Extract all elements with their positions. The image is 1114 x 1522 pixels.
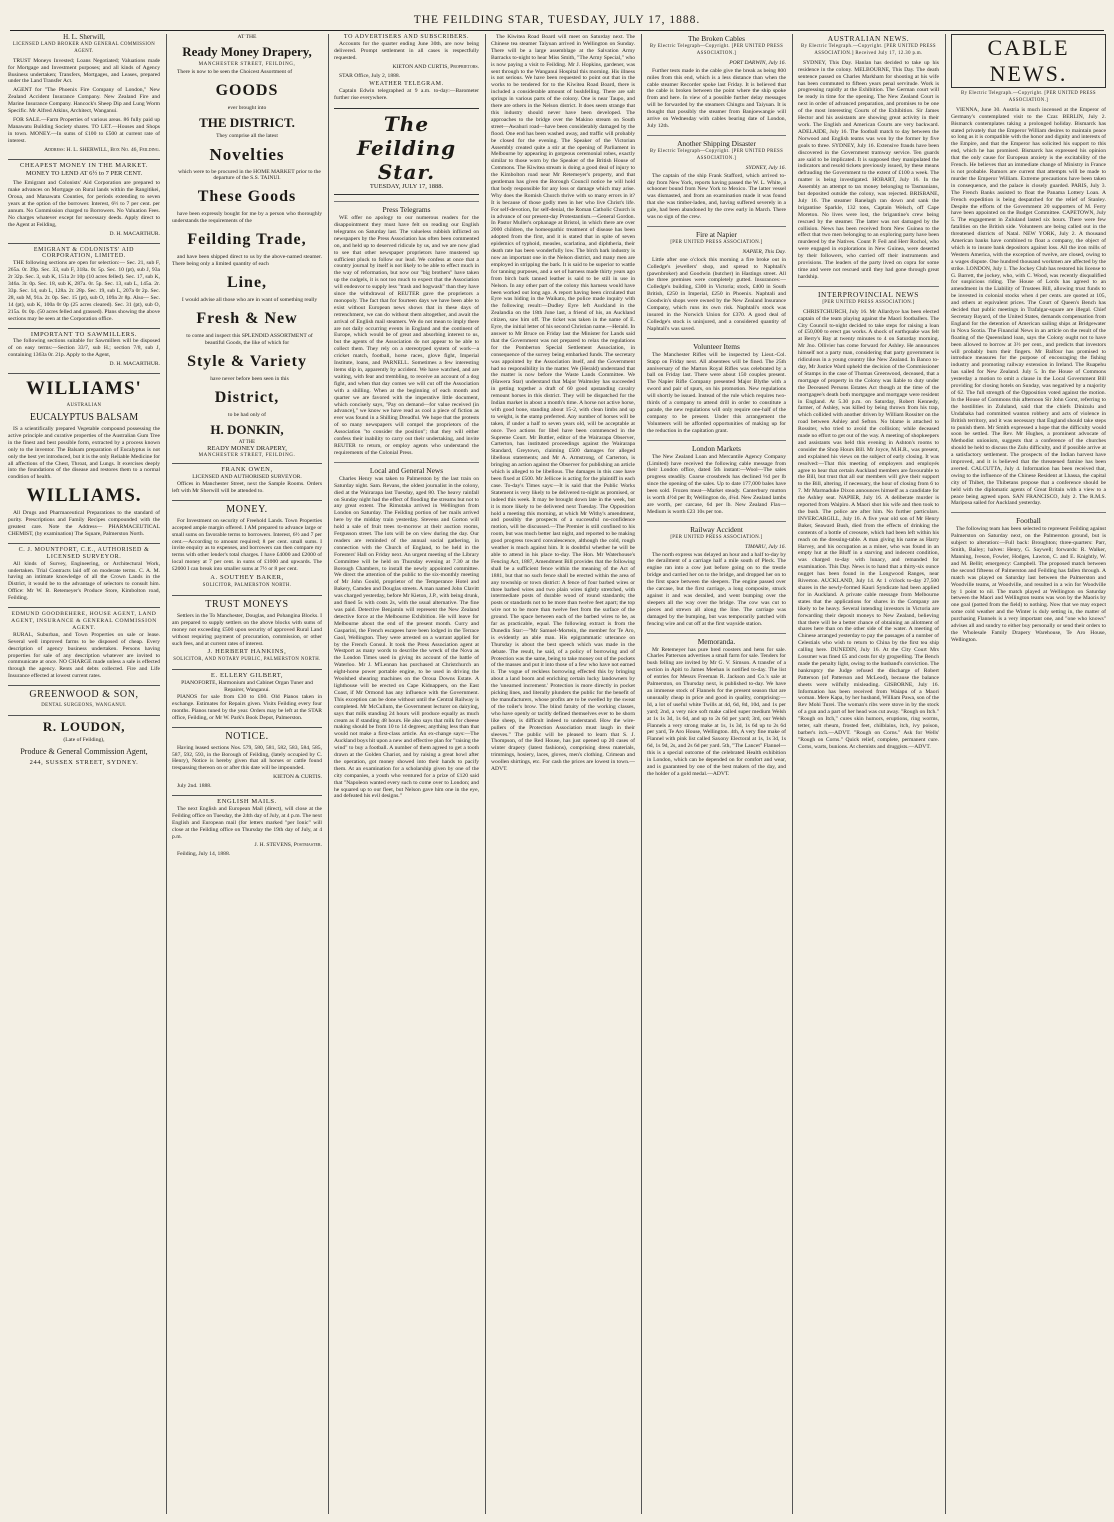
emigrant-sig: D. H. MACARTHUR. bbox=[109, 230, 160, 237]
drapery-title: Ready Money Drapery, bbox=[182, 43, 312, 59]
column-rule bbox=[485, 34, 486, 1514]
procured: which were to be procured in the HOME MARKET prior to the departure of the S.S. TAINUI. bbox=[178, 168, 321, 182]
sawmillers-body: The following sections suitable for Sawmillers will be disposed of on easy terms:—Section 33/7, sub H.; section 7/8, sub J, containing 1363a 0r. 21p. Apply to the Agent, bbox=[8, 338, 160, 359]
corporation-sections-ad bbox=[8, 247, 160, 329]
aus-sub: By Electric Telegraph.—Copyright. [PER UNITED PRESS ASSOCIATION.] Received July 17, 12.30 p.m. bbox=[801, 44, 936, 56]
sherwill-agent: AGENT for "The Phoenix Fire Company of London," New Zealand Accident Insurance Company. New Zealand Fire and Marine Insurance Company. Hancock's Sheep Dip and Lung Worm Specific. Mr Alfred Atkins, Architect, Wanganui. bbox=[8, 87, 160, 115]
greenwood-sub: DENTAL SURGEONS, WANGANUI. bbox=[41, 703, 127, 709]
cheapest-money-ad bbox=[8, 163, 160, 244]
london-head: London Markets bbox=[647, 440, 786, 453]
fire-body: Little after one o'clock this morning a fire broke out in Colledge's jewellers' shop, and spread to Naphtali's (pawnbroker) and Goodwin (butcher) in Hastings street. All the three premises were completely gutted. Insurances:—Colledge's building, £300 in Victoria; stock, £400 in South British, £250 in Imperial, £250 in Phoenix. Naphtali and Goodwin's shops were owned by the New Zealand Insurance Company, which runs its own risk. Naphtali's stock was insured in the Norwich Union for £370. A good deal of Colledge's stock is uninjured, and a considered quantity of Naphtali's was saved. bbox=[647, 256, 786, 332]
weather-head: WEATHER TELEGRAM. bbox=[369, 81, 444, 88]
the-district: THE DISTRICT. bbox=[199, 114, 295, 130]
mails-sig: J. H. STEVENS, Postmaster. bbox=[254, 842, 322, 849]
emigrant-body: The Emigrant and Colonists' Aid Corporation are prepared to make advances on Mortgage on Rural lands within the Rangitikei, Oroua, and Manawatu Counties, for periods extending to seven years at the option of the borrower. Interest, 6½ to 7 per cent. per annum. No Commission charged to Borrowers. No Valuation Fees. No charges whatever except for necessary deeds. Apply direct to the Agent at Feilding, bbox=[8, 180, 160, 228]
masthead: THE FEILDING STAR, TUESDAY, JULY 17, 1888. bbox=[10, 14, 1104, 31]
these-goods: These Goods bbox=[197, 188, 297, 206]
inter-sub: [PER UNITED PRESS ASSOCIATION.] bbox=[822, 299, 915, 305]
williams-body2: All Drugs and Pharmaceutical Preparations to the standard of purity. Prescriptions and Family Recipes compounded with the greatest care. Note the Address— PHARMACEUTICAL CHEMIST, (by examination) The Square, Palmerston North. bbox=[8, 510, 160, 537]
paper-title: The Feilding Star. bbox=[356, 112, 457, 185]
mountfort-body: All kinds of Survey, Engineering, or Architectural Work, undertaken. Trial Contracts laid off on moderate terms. C. A. M. having an intimate knowledge of all the Crown Lands in the District, it would be to the advantage of selectors to consult him. Office: Mr W. B. Retemeyer's Produce Store, Kimbolton road, Feilding. bbox=[8, 560, 160, 602]
cable-head: CABLE NEWS. bbox=[951, 34, 1106, 88]
donkin-ad bbox=[172, 34, 322, 464]
football-head: Football bbox=[951, 512, 1106, 525]
notice-head: NOTICE. bbox=[225, 730, 269, 742]
street-2: MANCHESTER STREET, FEILDING. bbox=[198, 453, 296, 459]
column-4 bbox=[491, 34, 635, 1514]
sherwill-body: TRUST Moneys Invested; Loans Negotiated; Valuations made for Mortgage and Investment purposes; and all kinds of Agency Business undertaken; Transfers, Mortgages, and Leases, prepared under the Land Transfer Act. bbox=[8, 57, 160, 85]
never: have never before been seen in this bbox=[210, 375, 289, 382]
sawmillers-head: IMPORTANT TO SAWMILLERS. bbox=[30, 330, 138, 338]
owen-body: LICENSED AND AUTHORISED SURVEYOR. bbox=[192, 474, 302, 481]
notice-sig: KIETON & CURTIS. bbox=[273, 774, 322, 781]
cables-date: PORT DARWIN, July 16. bbox=[729, 59, 786, 66]
cheapest-head: CHEAPEST MONEY IN THE MARKET. bbox=[19, 161, 149, 169]
style-variety: Style & Variety bbox=[187, 352, 307, 370]
notice-date: July 2nd. 1888. bbox=[177, 783, 212, 790]
rail-body: The north express was delayed an hour and a half to-day by the derailment of a carriage half a mile south of Pleck. The engine ran into a cow just before going on to the trestle bridge and carried her on to the bridge, and dropped her on to the first space between the sleepers. The engine passed over the carcase, but the first carriage, a long composite, struck against it and was derailed, and went bumping over the sleepers all the way over the bridge. The cow was cut to pieces and strewn all along the line. The carriage was damaged by the bumping, but was temporarily patched with fencing wire and cut off at the first wayside station. bbox=[647, 551, 786, 627]
loudon-sub: (Late of Feilding), bbox=[63, 737, 105, 744]
column-6 bbox=[798, 34, 939, 1514]
cheapest-body: MONEY TO LEND AT 6½ to 7 PER CENT. bbox=[25, 170, 143, 178]
sherwill-title: LICENSED LAND BROKER AND GENERAL COMMISSION AGENT. bbox=[12, 41, 156, 54]
drapery-street: MANCHESTER STREET, FEILDING, bbox=[198, 61, 296, 67]
column-7 bbox=[951, 34, 1106, 1514]
inspect: to come and inspect this SPLENDID ASSORTMENT of beautiful Goods, the like of which for bbox=[186, 332, 313, 346]
goods-word: GOODS bbox=[215, 81, 279, 99]
paper-title-block bbox=[334, 108, 479, 195]
hankins-sub: SOLICITOR, AND NOTARY PUBLIC, PALMERSTON NORTH. bbox=[173, 657, 321, 663]
fire-date: NAPIER, This Day. bbox=[742, 248, 786, 255]
baker-head: A. SOUTHEY BAKER, bbox=[210, 574, 284, 582]
sherwill-name: H. L. Sherwill, bbox=[63, 34, 105, 41]
notice-ad bbox=[172, 731, 322, 796]
at-the: AT THE bbox=[237, 34, 257, 40]
adv-date: STAR Office, July 2, 1888. bbox=[339, 72, 401, 79]
owen-office: Offices in Manchester Street, next the Sample Rooms. Orders left with Mr Sherwill will be attended to. bbox=[172, 481, 322, 494]
col4-body: The Kiwitea Road Board will meet on Saturday next. The Chinese tea steamer Taiyuan arrived in Wellington on Sunday. There will be a large assemblage at the Salvation Army Barracks to-night to hear Miss Smith, "The Army Special," who is now paying a visit to Feilding. Mr J. Hopkins, gardener, was sent through to the Wanganui Hospital this morning. His illness is not serious. We have been requested to point out that in the works to be tendered for to the Kiwitea Road Board, there is included a considerable amount of bushfelling. There are salt springs in various parts of the colony. One is near Taupo, and there are others in the Nelson district. It does seem strange that this industry should never have been developed. The approaches to the bridge over the Makino stream on South street—Awahuri road—have been considerably damaged by the flood. One end has been washed away, and traffic will probably be closed for the evening. The Speaker of the Victorian Assembly created quite a stir at the opening of Parliament in Melbourne by appearing in gorgeous ceremonial robes, exactly similar to those worn by the Speaker of the British House of Commons. The Kiwitea stream is doing a good deal of injury to the Kimbolton road near Mr Retemeyer's property, and that gentleman has given the Borough Council notice he will hold that body responsible for any loss or damage which may arise. Why does the Romish Church thrive with so many errors in it? It is because of those godly men in her who live Christ's life. For self-devotion, for self-denial, the Roman Catholic Church is in advance of our present-day Protestantism.—General Gordon. In Pastor Muller's orphanage at Bristol, in which there are over 2000 children, the homeopathic treatment of disease has been adopted from the first, and it is stated that in spite of seven epidemics of typhoid, measles, scarlatina, and diphtheria, their death rate has been wonderfully low. The birch bark industry is now an important one in the Nelson district, and many men are employed in stripping the bark. It is said to be superior to wattle for tanning purposes, and a set of harness made thirty years ago from birch bark tanned leather is said to be still in use in Nelson. In any other part of the colony this harness would have been worked out long ago. A report having been circulated that Eyre was hiding in the Waikato, the police made inquiry with the following result:—Dudley Eyre left Auckland in the Zealandia on the 18th June last, a friend of his, an Auckland citizen, saw him off. The ticket was taken in the name of E. Eyre, the initial letter of his second Christian name.—Herald. In answer to Mr Bruce on Friday last the Minister for Lands said that the Government was not prepared to relax the regulations for the Pomberton Special Settlement Association, in consequence of the survey being embarked funds. The secretary was appointed by the Association itself, and the Government had no responsibility in the matter. We (Herald) understand that the matter is now before the Waste Lands Committee. We (Hawera Star) understand that Major Walmsley has succeeded in getting together a draft of 60 good upstanding cavalry remount horses in this district. They will be dispatched for the Indian market in about a month's time. A horse not active horse, with good bone, standing about 15-2, with clean limbs and up to weight, is the stamp preferred. Any number of horses will be taken, if under a half to seven years old, will be acceptable at once. Two actions for libel have been commenced in the Supreme Court. Mr Buttler, editor of the Wairarapa Observer, Carterton, has instituted proceedings against the Wairarapa Standard, Greytown, claiming £500 damages for alleged libellous statements; and Mr A. Armstrong, of Carterton, is bringing an action against the Observer for publishing an article which is alleged to be libellous. The damages in this case have been fixed at £500. Mr Jellicoe is acting for the plaintiff in each case. To-day's Times says:—It is said that the Public Works Statement is very likely to be delivered to-night as promised, or indeed this week. It may be brought down late in the week, but it is more likely to be delivered next Tuesday. The Opposition hold a meeting this morning, at which Mr Withy's amendment, and possibly the prospects of a successful no-confidence motion, will be discussed.—The Premier is still confined to his room, but was much better last night, and reported to be making good progress toward convalescence, although the cold, rough weather is much against him. It is doubtful whether he will be able to attend in his place to-day. The Hon. Mr Waterhouse's Fencing Act, 1887, Amendment Bill provides that the following shall be a sufficient fence within the meaning of the Act of 1881, but that no such fence shall be erected within the area of any township or town district: A fence of four barbed wires or three barbed wires and two plain wires tightly stretched, with intermediate posts of durable wood of round standards; the posts or standards not to be more than twelve feet apart; the top wire not to be more than twelve feet from the surface of the ground. The space between each of the barbed wires to be, as far as practicable, equal. The following extract is from the Dunedin Star:—"Mr Samuel-Mortein, the member for Te Aro, is evidently an able man. His epigrammatic utterance on Thursday is about the best speech which was made in the debate. The result, he said, of a policy of borrowing and of Protection was the same, being to take money out of the pockets of the masses and put it into those of a few who have not earned it. The vogue of reckless borrowing effected this by bringing about a land boom and enriching certain lucky landowners by the 'unearned increment.' Protection is more directly in pocket picking lines, and literally plunders the public for the benefit of the manufacturers, whose profits are to be swelled by the sweat of the toiler's brow. The blind fatuity of the working classes, who have openly or tacitly defined themselves ever to be shorn like sheep, is difficult indeed to understand. How the wire-pullers of the Protection Association must laugh in their sleeves." The public will be pleased to learn that S. J. Thompson, of the Red House, has just opened up 20 cases of winter drapery (latest fashions), comprising dress materials, trimmings, hosiery, laces, gloves, men's clothing. Crimean and woollen shirtings, etc. For cash the prices are lowest in town.—ADVT. bbox=[491, 34, 635, 773]
mountfort-ad bbox=[8, 547, 160, 608]
aus-head: AUSTRALIAN NEWS. bbox=[827, 34, 910, 43]
sherwill-sale: FOR SALE.—Farm Properties of various areas. 86 fully paid up Manawatu Building Society shares. TO LET.—Houses and Shops in town. MONEY.—In sums of £100 to £500 at current rate of interest. bbox=[8, 116, 160, 144]
rail-date: TIMARU, July 16. bbox=[744, 543, 786, 550]
column-rule bbox=[328, 34, 329, 1514]
greenwood-head: GREENWOOD & SON, bbox=[29, 689, 139, 701]
notice-body: Having leased sections Nos. 579, 580, 581, 582, 583, 584, 585, 587, 592, 593, in the Borough of Feilding, (lately occupied by C. Henry), Notice is hereby given that all horses or cattle found trespassing thereon on or after this date will be impounded. bbox=[172, 744, 322, 772]
column-1 bbox=[8, 34, 160, 1514]
local-body: Charles Henry was taken to Palmerston by the last train on Saturday night. Sam. Revans, the oldest journalist in the colony, died at the Wairarapa last Tuesday, aged 80. The heavy rainfall on Sunday night had the effect of flooding the streams but not to any great extent. The Rimutaka arrived in Wellington from London on Saturday. The Feilding portion of her mails arrived here by the midday train yesterday. Stevens and Gorton will hold a sale of fruit trees to-morrow at their auction rooms, Fergusson street. The lots will be on view during the day. Our readers are reminded of the annual social gathering, in connection with the Church of England, to be held in the Foresters' Hall on Friday next. An urgent meeting of the Library Committee will be held on Thursday evening at 7.30 at the Borough Chambers, to install the newly appointed committee. We direct the attention of the public to the six-monthly meeting of Mr John Gould, proprietor of the Temperance Hotel and Bakery, Camden and Douglas streets. A man named John Clavitt was charged yesterday, before Mr Kieton, J.P., with being drunk, and fined 5s with costs 2s, with the usual alternative. The fine was paid. Detective Benjamin will represent the New Zealand detective force at the Melbourne Exhibition. He will leave for Melbourne about the end of the present month. Curry and Gasparini, the French escapees have been lodged in the Terrace Gaol, Wellington. They were arrested on a warrant applied for by the French Consul. It took the Press Association agent at Westport as many words to describe the wreck of the Nova as the London Times used in giving its account of the battle of Waterloo. Mr J. M'Lennan has purchased at Christchurch an eight-horse power portable engine, to be used in driving the Woolshed shearing machines on the Oroua Downs Estate. A lighthouse will be erected on Cape Kidnappers, on the East Coast, if Mr Ormond has any influence with the Government. This exception can be done without until the Central Railway is completed. Mr McCullum, the Government lecturer on dairying, says that milk standing 24 hours will produce equally as much cream as if standing 48 hours. He also says that milk for cheese making should be from 10 to 14 degrees; anything less than that would not make a first-class article. An ex-change says:—The Auckland boys hit upon a new and effective plan for "raising the wind" to buy a football. A number of them agreed to get a tooth drawn at the Golden Chariot, and by raising a great howl after the operation, got money showed into their hands to pacify them. At an examination for a scholarship given by one of the city companies, a youth who ventured for a prize of £120 said that "Napoleon wanted every such to come over to London; and he squared up to our fleet, but Nelson gave him one in the eye, and defeated his evil designs." bbox=[334, 475, 479, 800]
money-body: For Investment on security of Freehold Lands. Town Properties accepted ample margin offered. I AM prepared to advance large or small sums on favorable terms to borrowers. Interest, 6½ and 7 per cent.—According to amount required; 8 per cent. small sums. I invite enquiry as to expenses, and borrowers can then compare my terms with other lender's total charges. I have £4000 and £2000 of local money at 7 per cent. in sums of £1000 and upwards. The £2000 I can break into smaller sums at 7½ or 8 per cent. bbox=[172, 517, 322, 573]
adv-sig: KIETON AND CURTIS, Proprietors. bbox=[392, 63, 479, 70]
adv-head: TO ADVERTISERS AND SUBSCRIBERS. bbox=[343, 34, 470, 40]
sawmillers-sig: D. H. MACARTHUR. bbox=[109, 361, 160, 368]
cable-body: VIENNA, June 30. Austria is much incensed at the Emperor of Germany's contemplated visit to the Czar. BERLIN, July 2. Bismarck contemplates taking a prolonged holiday. Bismarck has stated privately that the Emperor William desires to maintain peace so long as it is compatible with the honor and dignity and interests of the Empire, and that the Emperor has solicited his support to this end, which he has promised. Bismarck has expressed his opinion that the only cause for European anxiety is the excitability of the French. He believes that an immediate change of Ministry in France is not probable. Rumors are current that attempts will be made to murder the Emperor William. Extreme precautions have been taken in consequence, and the palace is closely guarded. PARIS, July 3. The French Banks assisted to float the Panama Lottery Loan. A French expedition is being despatched for the relief of Stanley. Despite the efforts of the Government 20 supporters of M. Ferry have been appointed on the Budget Committee. CAPETOWN, July 5. The engagement in Zululand lasted six hours. There were few fatalities on the British side. Volunteers are being called out in the threatened districts of Natal. NEW YORK, July 2. A thousand American banks have combined to float a company, the object of which is to insure bank depositors against loss. All the iron mills of Western America, with the exception of twelve, are closed, owing to a wages dispute. One hundred thousand workmen are affected by the strike. LONDON, July 1. The Jockey Club has restored his license to G. Barrett, the jockey, who, with C. Wood, was recently disqualified for suspicious riding. The House of Lords has agreed to an amendment in the Liability of Trustees Bill, allowing trust funds to be invested in colonial stocks when 4 per cents. are quoted at 105, and others at equivalent prices. The Court of Queen's Bench has decided that public meetings in Trafalgar-square are illegal. Chief Secretary Bayard, of the United States, demands compensation from England for the detention of American sailing ships at Bridgewater in Nova Scotia. The Financial News in an article on the result of the floating of the Queensland loan, says the Colony ought not to have been allowed to borrow at 3½ per cent., and predicts that investors will probably burn their fingers. Mr Balfour has promised to introduce measures for the purpose of encouraging the fishing industry and promoting railway extension in Ireland. The Ruapehu has sailed for New Zealand. July 5. In the House of Commons yesterday a motion to omit a clause in the Local Government Bill providing for closing hotels on Sunday, was negatived by a majority of 62. The full strength of the Opposition voted against the motion. In the House of Commons this afternoon Sir John Gorst, referring to the hostilities in Zululand, said that the chiefs Dinizulu and Undabaka had committed wanton robbery and acts of violence in British territory, and it was necessary that England should take steps to punish them. Mr Smith expressed a hope that the difficulty would soon be settled. The Rev. Mr Hughes, a prominent advocate of Methodist unionism, suggests that a conference of the churches should be held to discuss the Zulu difficulty, and if possible arrive at a satisfactory settlement. The prospects of the Indian harvest have improved, and it is believed that the threatened famine has been averted. CALCUTTA, July 4. Information has been received that, owing to the influence of the Chinese Resident at Lhassa, the capital city of Thibet, the Thibetans propose that a conference should be held with the diplomatic agents of Great Britain with a view to a peace being agreed upon. SAN FRANCISCO, July 2. The R.M.S. Mariposa sailed for Auckland yesterday. bbox=[951, 106, 1106, 507]
mails-body: The next English and European Mail (direct), will close at the Feilding office on Tuesday, the 24th day of July, at 4 p.m. The next English and European mail (for letters marked "per Ionic" will close at the Feilding office on Thursday the 19th day of July, at 4 p.m. bbox=[172, 805, 322, 840]
goodbehere-head: EDMUND GOODBEHERE, HOUSE AGENT, LAND AGENT, INSURANCE & GENERAL COMMISSION AGENT. bbox=[11, 611, 157, 631]
football-body: The following team has been selected to represent Feilding against Palmerston on Saturday next, on the Palmerston ground, but is subject to alteration:—Full back: Broughton; three-quarters: Parr, Smith, Bailey; halves: Henry, G. Saywell; forwards: R. Walker, Manning, Iveson, Fowler, Hodges, Lawton, C. and E. Knightly, W. and M. Bellit; emergency: Campbell. The proposed match between the second fifteens of Palmerston and Feilding has fallen through. A match was played on Saturday last between the Palmerston and Woodville teams, at Woodville, and resulted in a win for Woodville by 1 point to nil. The match played at Wellington on Saturday between the Maori and Wellington teams was won by the Maoris by one goal (potted from the field) to nothing. Now that we may expect some cold weather and the Winter is duly setting in, the matter of purchasing Flannels is a very important one, and "one who knows" advises all and sundry to either buy personally or send their orders to the Wholesale Family Drapery Warehouse, Te Aro House, Wellington. bbox=[951, 526, 1106, 643]
feilding-trade: Feilding Trade, bbox=[187, 231, 307, 249]
trust-body: Settlers in the To Manchester, Douglas, and Pohangina Blocks. I am prepared to supply settlers on the above blocks with sums of money not exceeding £500 upon security of approved Rural Land without requiring payment of procuration, commission, or other such fees, and at current rates of interest. bbox=[172, 612, 322, 647]
ship-head: Another Shipping Disaster bbox=[647, 135, 786, 148]
williams-big: WILLIAMS. bbox=[26, 485, 142, 507]
goodbehere-body: RURAL, Suburban, and Town Properties on sale or lease. Several well improved farms to be disposed of cheap. Every description of agency business undertaken. Persons having properties for sale of any description whatever are invited to communicate at once. NO CHARGE made unless a sale is effected through the agency. Rents and debts collected. Fire and Life Insurance effected at lowest current rates. bbox=[8, 631, 160, 680]
line-word: Line, bbox=[226, 273, 268, 291]
trust-head: TRUST MONEYS bbox=[205, 598, 289, 610]
column-rule bbox=[166, 34, 167, 1514]
expressly: have been expressly bought for me by a person who thoroughly understands the requirements of the bbox=[172, 211, 322, 225]
at-the-2: AT THE bbox=[238, 439, 256, 445]
gilbert-ad bbox=[172, 673, 322, 727]
fire-head: Fire at Napier bbox=[647, 226, 786, 239]
vol-head: Volunteer Items bbox=[647, 338, 786, 351]
money-ad bbox=[172, 504, 322, 596]
column-rule bbox=[945, 34, 946, 1514]
ship-date: SYDNEY, July 16. bbox=[745, 164, 786, 171]
williams-head: WILLIAMS' bbox=[26, 378, 142, 400]
goodbehere-ad bbox=[8, 611, 160, 686]
london-body: The New Zealand Loan and Mercantile Agency Company (Limited) have received the following cable message from their London office, dated 5th instant:—Wool—The sales progress steadily. Coarse crossbreds has declined ½d per lb since the opening of the sales. Up to date 177,000 bales have been sold. Frozen meat—Market steady. Canterbury mutton is worth 4½d per lb; Wellington do, 4¼d. New Zealand lambs are worth, per carcase, 6d per lb. New Zealand Flax—Medium is worth £23 10s per ton. bbox=[647, 453, 786, 515]
press-body: WE offer no apology to our numerous readers for the disappointment they must have felt on reading our English telegrams on Saturday last. The valueless rubbish inflicted on newspapers by the Press Association has often been commented on, and held up to deserved ridicule by us, and we are now glad to see that other newspaper proprietors have mustered up sufficient pluck to follow our lead. We confess at once that a country journal by itself is not likely to be able to effect much in the way of reformation, but now our "big brothers" have taken up the cudgels, it is not too much to expect that the Association will endeavor to supply less "trash and hogwash" than they have since the withdrawal of REUTER gave the proprietors a monopoly. The fact that for fourteen days we have been able to exist without European news shows that in these days of retrenchment, we can do without them altogether, and await the arrival of English mail steamers. We do not mean to imply there are not daily occurring events in England and the continent of Europe, which would be of great and absorbing interest to us, but the agents of the Association do not appear to be able to collect them. They rely on a stereotyped system of work—a cricket match, football, horse races, glove fight, Imperial Institute, loans, and PARNELL. Sometimes a few interesting items slip in, apparently by accident. We have watched, and are waiting, with fear and trembling, to receive an account of a dog fight, and when that day comes we will cut off the Association with a shilling. When at the beginning of each month and quarter we are favored with the imperative little document, which concisely says, "Pay on demand—for value received (in advance)," we know we have read as cool a piece of fiction as ever was found in a Shilling Dreadful. We hope that the protests of so many newspapers will compel the proprietors of the Association "to consider the position"; that they will either confess their inability to carry out their undertaking, and invite REUTER to return, or employ agents who understand the requirements of the Colonial Press. bbox=[334, 215, 479, 456]
column-rule bbox=[792, 34, 793, 1514]
loudon-head: R. LOUDON, bbox=[42, 719, 126, 735]
hankins-head: J. HERBERT HANKINS, bbox=[207, 648, 287, 656]
loudon-ad bbox=[8, 719, 160, 767]
weather-body: Captain Edwin telegraphed at 9 a.m. to-day:—Barometer further rise everywhere. bbox=[334, 88, 479, 102]
williams-body: IS a scientifically prepared Vegetable compound possessing the active principle and curative properties of the Australian Gum Tree in the finest and best possible form, extracted by a process known only to the inventor. The Balsam preparation of Eucalyptus is not only the best yet introduced, but it is the only Reliable Medicine for all affections of the Chest, Throat, and Lungs. It exercises deeply into the foundations of the disease and restores them to a normal condition of health. bbox=[8, 425, 160, 481]
rail-head: Railway Accident bbox=[647, 521, 786, 534]
drapery-intro: There is now to be seen the Choicest Assortment of bbox=[177, 68, 293, 75]
inter-body: CHRISTCHURCH, July 16. Mr Allardyce has been elected captain of the team playing against the Maori footballers. The City Council to-night decided to take steps for raising a loan of £50,000 to erect gas works. A shock of earthquake was felt at Berry's Bay at twenty minutes to 4 on Saturday morning. Mr Jno. Ollivier has come forward for Ashley. He announces himself not a party man, considering that party government is ridiculous in a young country like New Zealand. In Banco to-day, Mr Justice Ward upheld the decision of the Commissioner of Stamps in the case of Thomas Greenwood, deceased, that a mortgage of property in the Colony was liable to duty under the Deceased Persons Estates Act though at the time of the mortgagee's death both mortgagee and mortgage were resident in England. At 5.30 p.m. on Saturday, Robert Kennedy, farmer, of Ashley, was killed by being thrown from his trap, which collided with another driven by William Rossiter on the road between Ashley and Sefton. No blame is attached to Rossiter, who tried to avoid the collision; while deceased made no effort to get out of the way. A meeting of shopkeepers and assistants was held this evening in Ashton's rooms to consider the Shop Hours Bill. Mr Joyce, M.H.R., was present, and explained his views on the subject of early closing. It was resolved:—That this meeting of employers and employés agree to hear that certain Auckland members are favourable to the Bill, but trust that all our members will give their support to the Bill, altering, if necessary, the hour of closing from 6 to 7. Mr Marmaduke Dixon announces himself as a candidate for the Ashley seat. NAPIER, July 16. A deliberate murder is reported from Waipiro. A Maori shot his wife and then took to the bush. The police are after him. No further particulars. INVERCARGILL, July 16. A five year old son of Mr Henry Baker, Seaward Bush, died from the effects of drinking the contents of a bottle of creosote, which had been left within his reach on the dressing-table. A man giving his name as Harry Harvey, and his occupation as a miner, who was found in an empty hut at the Bluff in a starving and indecent condition, was charged to-day with lunacy, and remanded for examination. This Day. News is to hand that a thirty-six ounce nugget has been found in the Longwood Ranges, near Riverton. AUCKLAND, July 14. At 1 o'clock to-day 27,500 shares in the newly-formed Kauri Syndicate had been applied for in Auckland. A private cable message from Melbourne states that the applications for shares in the Company are likely to be heavy. Several intending investors in Victoria are forwarding their deposit moneys to New Zealand, believing that there will be a better chance of obtaining an allotment of shares here than on the other side of the water. A meeting of Chinese arranged yesterday to pay the passages of a number of Celestials who wish to return to China by the first tea ship calling here. DUNEDIN, July 16. At the City Court Mrs Lossmer was fined £5 and costs for sly grogselling. The Bench made the penalty light, owing to the husband's conviction. The bankruptcy the Judge refused the discharge of Robert Patterson (of Patterson and McLeod), because the balance sheets were wilfully misleading. GISBORNE, July 16. Information has been received from Waiapu of a Maori woman. Mere Kapa, by her husband, William Pawa, son of the Rev Mohi Turei. The woman's ribs were stove in by the stock of a gun and a part of her head was cut away. "Rough on Itch." "Rough on Itch," cures skin humors, eruptions, ring worms, tetter, salt rheum, frosted feet, chilblains, itch, ivy poison, barber's itch.—ADVT. "Rough on Corns." Ask for Wells' "Rough on Corns." Quick relief, complete, permanent cure. Corns, warts, bunions. At chemists and druggists.—ADVT. bbox=[798, 308, 939, 750]
williams-product: EUCALYPTUS BALSAM bbox=[29, 411, 139, 423]
gilbert-sub: PIANOFORTE, Harmonium and Cabinet Organ Tuner and Repairer, Wanganui. bbox=[181, 680, 313, 694]
rmd: READY MONEY DRAPERY, bbox=[207, 445, 287, 453]
greenwood-ad bbox=[8, 689, 160, 716]
donkin-name: H. DONKIN, bbox=[210, 421, 284, 437]
owen-head: FRANK OWEN, bbox=[221, 466, 273, 474]
column-3 bbox=[334, 34, 479, 1514]
baker-sub: SOLICITOR, PALMERSTON NORTH. bbox=[202, 583, 292, 588]
novelties-word: Novelties bbox=[209, 144, 285, 164]
shipped: and have been shipped direct to us by the above-named steamer. There being only a limited quantity of each bbox=[172, 254, 322, 268]
ship-body: The captain of the ship Frank Stafford, which arrived to-day from New York, reports having passed the W. L. White, a schooner bound from New York to Mexico. The latter vessel was dismasted, and from an examination made it was found that she was timber-laden, and, having suffered severely in a gale, had been abandoned by the crew early in March. There was no sign of the crew. bbox=[647, 172, 786, 221]
sherwill-address: Address: H. L. SHERWILL, Box No. 46, Feilding. bbox=[44, 146, 160, 153]
cables-sub: By Electric Telegraph—Copyright. [PER UNITED PRESS ASSOCIATION.] bbox=[649, 44, 784, 56]
sections-body: THE following sections are open for selection:— Sec. 21, sub F, 265a. 0r. 39p. Sec. 33, sub F, 318a. 0r. 5p. Sec. 10 (pt), sub J, 93a 2r 32p. Sec. 3, sub K, 151a 2r 10p (10 acres felled). Sec. 17, sub K, 346a. 3r. 0p. Sec. 18, sub K, 287a. 0r. 5p. Sec. 13, sub L, 145a. 2r. 33p. Sec. 14, sub L, 128a. 2r. 28p. Sec. 19, sub L, 207a 0r 2p. Sec. 28, sub M, 91a. 2r. 0p. Sec. 15 (pt), sub O, 109a 2r 8p. Also— Sec. 14 (pt), sub K, 100a 0r 0p (25 acres cleared). Sec. 31 (pt), sub O, 215a. 0r. 0p. (50 acres felled and grassed). Plans showing the above sections may be seen at the Corporation office. bbox=[8, 260, 160, 322]
district-word: District, bbox=[214, 388, 280, 406]
inter-head: INTERPROVINCIAL NEWS bbox=[798, 286, 939, 299]
fresh-new: Fresh & New bbox=[196, 309, 298, 327]
column-5 bbox=[647, 34, 786, 1514]
comprise: They comprise all the latest bbox=[216, 132, 278, 139]
sherwill-ad bbox=[8, 34, 160, 160]
rail-sub: [PER UNITED PRESS ASSOCIATION.] bbox=[670, 534, 763, 540]
loudon-addr: 244, SUSSEX STREET, SYDNEY. bbox=[29, 758, 139, 766]
paper-date: TUESDAY, JULY 17, 1888. bbox=[369, 183, 444, 191]
cable-sub: By Electric Telegraph.—Copyright. [PER UNITED PRESS ASSOCIATION.] bbox=[961, 91, 1096, 103]
press-head: Press Telegrams bbox=[334, 201, 479, 214]
loudon-body: Produce & General Commission Agent, bbox=[20, 746, 148, 756]
ever-brought: ever brought into bbox=[227, 104, 267, 111]
aus-body: SYDNEY, This Day. Hanlan has decided to take up his residence in the colony. MELBOURNE, This Day. The death sentence passed on Charles Markham for shooting at his wife has been commuted to fifteen years penal servitude. Work is progressing rapidly at the Exhibition. The German court will be ready in time for the opening. The New Zealand Court is next in order of advanced preparation, and promises to be one of the most interesting Courts of the Exhibition. Sir James Hector and his assistants are showing great activity in their work. The English and American Courts are very backward. ADELAIDE, July 16. The football match to day between the Norwood and English teams was won by the former by five goals to three. SYDNEY, July 16. Extensive frauds have been discovered in the Government tramway service. Ten guards are said to be implicated. It is supposed they manipulated the indicators and resold tickets previously issued, by these means defrauding the Government to the extent of £100 a week. The matter is being investigated. HOBART, July 16. In the Assembly an attempt to tax money belonging to Tasmanians, but deposited outside the colony, was rejected. BRISBANE, July 16. The steamer Ranelagh ran down and sank the brigantine Sparkle, 132 tons, Captain Welsch, off Cape Moreton. No lives were lost, the brigantine's crew being rescued by the steamer. The latter was not damaged by the collision. News has been received from New Guinea to the effect that two men belonging to an exploring party have been murdered by the Natives. Count P. Feil and Herr Rochol, who were engaged in explorations in New Guinea, were deserted by their followers, who carried off their instruments and provisions. The leaders of the party lived on copra for some time and were not rescued until they had gone through great hardship. bbox=[798, 59, 939, 280]
had-only: to be had only of bbox=[228, 411, 266, 418]
sawmillers-ad bbox=[8, 332, 160, 375]
mountfort-head: C. J. MOUNTFORT, C.E., AUTHORISED & LICENSED SURVEYOR. bbox=[18, 546, 150, 560]
vol-body: The Manchester Rifles will be inspected by Lieut.-Col. Stapp on Friday next. All absentees will be fined. The 25th anniversary of the Marton Royal Rifles was celebrated by a ball on Friday last. There were about 150 couples present. The Napier Rifle Company presented Major Blythe with a sword and pair of spurs, on his promotion. New regulations will shortly be issued. Instead of the rule which requires two-thirds of a company to attend drill in order to constitute a parade, the new regulations will only require one-half of the company to be present. Under this arrangement the Volunteers will be afforded opportunities of making up for the reduction in the capitation grant. bbox=[647, 351, 786, 434]
local-head: Local and General News bbox=[334, 462, 479, 475]
advise: I would advise all those who are in want of something really bbox=[181, 296, 318, 303]
williams-ad bbox=[8, 378, 160, 544]
owen-ad bbox=[172, 467, 322, 501]
memo-head: Memoranda. bbox=[647, 633, 786, 646]
fire-sub: [PER UNITED PRESS ASSOCIATION.] bbox=[670, 239, 763, 245]
adv-body: Accounts for the quarter ending June 30th, are now being delivered. Prompt settlement in all cases is respectfully requested. bbox=[334, 40, 479, 61]
mails-date: Feilding, July 14, 1888. bbox=[177, 851, 231, 858]
column-rule bbox=[641, 34, 642, 1514]
cables-head: The Broken Cables bbox=[687, 34, 746, 43]
emigrant-corp: EMIGRANT & COLONISTS' AID CORPORATION, LIMITED. bbox=[33, 246, 135, 260]
mails-ad bbox=[172, 799, 322, 858]
column-2 bbox=[172, 34, 322, 1514]
williams-sub: AUSTRALIAN bbox=[66, 403, 102, 409]
cables-body: Further tests made in the cable give the break as being 800 miles from this end, which is a less distance than when the cable steamer Recorder spoke last Friday. It is believed that the cable is broken between the point where the ship spoke from and here. In view of a possible further delay messages will be forwarded by the steamers Chingtu and Taiyuan. It is thought that possibly the steamer from Banjoewangie will arrive on Wednesday with cables bearing date of London, July 12th. bbox=[647, 67, 786, 129]
gilbert-body: PIANOS for sale from £30 to £60. Old Pianos taken in exchange. Estimates for Repairs given. Visits Feilding every four months. Pianos tuned by the year. Orders may be left at the STAR office, Feilding, or Mr W. Park's Book Depot, Palmerston. bbox=[172, 693, 322, 721]
ship-sub: By Electric Telegraph—Copyright. [PER UNITED PRESS ASSOCIATION.] bbox=[649, 148, 784, 161]
money-head: MONEY. bbox=[226, 503, 268, 515]
mails-head: ENGLISH MAILS. bbox=[217, 798, 277, 806]
trust-ad bbox=[172, 599, 322, 670]
memo-body: Mr Retemeyer has pure bred roosters and hens for sale. Charles Patterson advertises a small farm for sale. Tenders for bush felling are invited by Mr G. V. Simson. A transfer of a section in Apiti to James Meehan is notified to-day. The list of entries for Messrs Freeman R. Jackson and Co.'s sale at Palmerston, on Thursday next, is published to-day. We have an immense stock of Flannels for the present season that are unusually cheap in price and good in quality, comprising:—Id, a lot of useful white Twills at 4d, 6d, 8d, 10d, and 1s per yard; 2nd, a very nice soft make called super medium Welsh at 1s 1s 3d, 1s 6d, and up to 2s 6d per yard; 3rd, our Welsh Flannels a very strong make at 1s, 1s 3d, 1s 6d up to 2s 6d per yard, Te Aro House, Wellington. 4th, A very fine make of Flannel with pink list called Saxony Electoral at 1s, 1s 3d, 1s 6d, 1s 9d, 2s, and 2s 6d per yard. 5th, "The Lancet" Flannel—this is a special outcome of the celebrated Health exhibition in London, which can be depended on for comfort and wear, and is guaranteed by one of the best makers of the day, and the holder of a gold medal.—ADVT. bbox=[647, 646, 786, 777]
gilbert-head: E. ELLERY GILBERT, bbox=[210, 672, 284, 680]
